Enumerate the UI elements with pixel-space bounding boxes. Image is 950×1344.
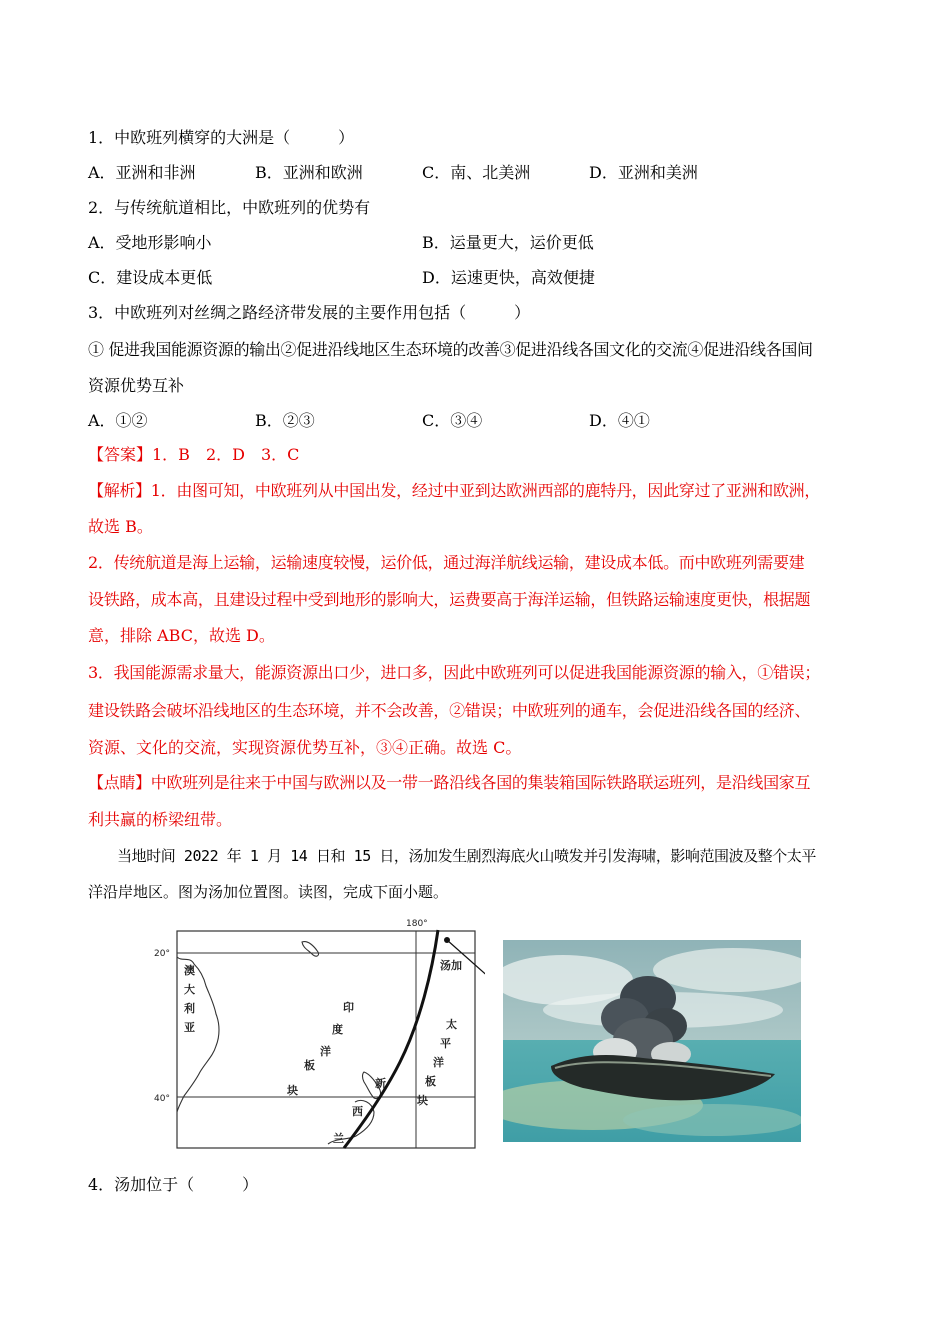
indian-plate-char-2: 度 — [332, 1023, 343, 1036]
tip-line-1: 【点睛】中欧班列是往来于中国与欧洲以及一带一路沿线各国的集装箱国际铁路联运班列，是沿线国家互 — [88, 773, 811, 792]
indian-plate-char-3: 洋 — [320, 1045, 331, 1058]
q2-option-c: C．建设成本更低 — [88, 268, 213, 287]
australia-char-1: 澳 — [184, 964, 195, 977]
analysis-line-6: 3．我国能源需求量大，能源资源出口少，进口多，因此中欧班列可以促进我国能源资源的输入，①错误； — [88, 663, 821, 682]
q3-option-b: B．②③ — [255, 411, 315, 430]
q3-option-c: C．③④ — [422, 411, 483, 430]
australia-char-2: 大 — [184, 983, 195, 996]
lon-180-label: 180° — [406, 919, 428, 929]
indian-plate-char-5: 块 — [287, 1084, 298, 1097]
australia-char-3: 利 — [184, 1002, 195, 1015]
new-zealand-char-3: 兰 — [333, 1132, 344, 1145]
intro-line-2: 洋沿岸地区。图为汤加位置图。读图，完成下面小题。 — [88, 883, 449, 901]
indian-plate-char-4: 板 — [304, 1059, 315, 1072]
pacific-plate-char-5: 块 — [417, 1094, 428, 1107]
q1-option-d: D．亚洲和美洲 — [589, 163, 698, 182]
answer-line: 【答案】1．B 2．D 3．C — [88, 445, 300, 464]
q1-option-a: A．亚洲和非洲 — [88, 163, 196, 182]
lat-40-label: 40° — [154, 1094, 170, 1104]
q3-statements-line2: 资源优势互补 — [88, 376, 185, 395]
volcano-eruption-photo — [503, 940, 801, 1142]
analysis-line-7: 建设铁路会破坏沿线地区的生态环境，并不会改善，②错误；中欧班列的通车，会促进沿线各国的经济、 — [88, 701, 811, 720]
map-frame — [177, 931, 475, 1148]
pacific-plate-char-3: 洋 — [433, 1056, 444, 1069]
q2-stem: 2．与传统航道相比，中欧班列的优势有 — [88, 198, 371, 217]
q1-stem: 1．中欧班列横穿的大洲是（ ） — [88, 128, 355, 147]
indian-plate-char-1: 印 — [343, 1001, 354, 1014]
q2-option-b: B．运量更大，运价更低 — [422, 233, 594, 252]
pacific-plate-char-1: 太 — [446, 1018, 457, 1031]
q3-option-a: A．①② — [88, 411, 148, 430]
q4-stem: 4．汤加位于（ ） — [88, 1175, 259, 1194]
q3-option-d: D．④① — [589, 411, 650, 430]
q3-statements-line1: ① 促进我国能源资源的输出②促进沿线地区生态环境的改善③促进沿线各国文化的交流④促进沿线各国间 — [88, 340, 813, 359]
pacific-plate-char-2: 平 — [440, 1037, 451, 1050]
analysis-line-5: 意，排除 ABC，故选 D。 — [88, 626, 275, 645]
q3-stem: 3．中欧班列对丝绸之路经济带发展的主要作用包括（ ） — [88, 303, 531, 322]
tonga-label: 汤加 — [440, 959, 462, 972]
intro-line-1: 当地时间 2022 年 1 月 14 日和 15 日，汤加发生剧烈海底火山喷发并引发海啸，影响范围波及整个太平 — [88, 847, 816, 865]
lat-20-label: 20° — [154, 949, 170, 959]
tonga-location-map — [150, 912, 485, 1152]
australia-char-4: 亚 — [184, 1021, 195, 1034]
analysis-line-8: 资源、文化的交流，实现资源优势互补，③④正确。故选 C。 — [88, 738, 522, 757]
q1-option-b: B．亚洲和欧洲 — [255, 163, 363, 182]
new-zealand-char-1: 新 — [375, 1077, 386, 1090]
new-zealand-char-2: 西 — [352, 1105, 363, 1118]
q1-option-c: C．南、北美洲 — [422, 163, 531, 182]
analysis-line-3: 2．传统航道是海上运输，运输速度较慢，运价低，通过海洋航线运输，建设成本低。而中欧班列需要建 — [88, 553, 805, 572]
analysis-line-2: 故选 B。 — [88, 517, 153, 536]
q2-option-d: D．运速更快，高效便捷 — [422, 268, 595, 287]
analysis-line-4: 设铁路，成本高，且建设过程中受到地形的影响大，运费要高于海洋运输，但铁路运输速度更快，根据题 — [88, 590, 811, 609]
q2-option-a: A．受地形影响小 — [88, 233, 212, 252]
analysis-line-1: 【解析】1．由图可知，中欧班列从中国出发，经过中亚到达欧洲西部的鹿特丹，因此穿过了亚洲和欧洲， — [88, 481, 821, 500]
pacific-plate-char-4: 板 — [425, 1075, 436, 1088]
tip-line-2: 利共赢的桥梁纽带。 — [88, 810, 233, 829]
